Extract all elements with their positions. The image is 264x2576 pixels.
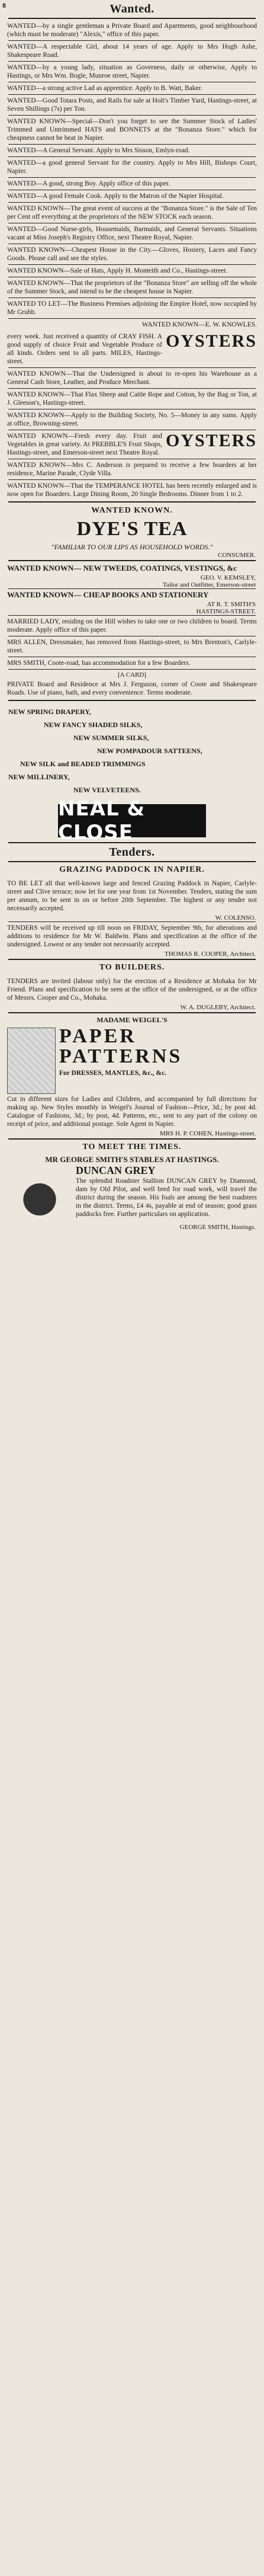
classified-ad: WANTED KNOWN—The great event of success at the "Bonanza Store." is the Sale of Ten per Cent off everything at the proprietors of the NEW STOCK each season.	[7, 205, 257, 220]
classified-ad: WANTED—Good Nurse-girls, Housemaids, Barmaids, and General Servants. Situations vacant at Miss Joseph's Registry Office, next Theatre Royal, Napier.	[7, 226, 257, 241]
tweeds-sig2: Tailor and Outfitter, Emerson-street	[162, 581, 256, 588]
books-sig2: HASTINGS-STREET.	[196, 608, 256, 615]
tender-title: GRAZING PADDOCK IN NAPIER.	[59, 865, 205, 874]
neal-close-logo: NEAL & CLOSE	[58, 804, 206, 837]
classified-ad: WANTED KNOWN—That the proprietors of the "Bonanza Store" are selling off the whole of the Summer Stock, and intend to be the cheapest house in Napier.	[7, 280, 257, 295]
classified-ad: WANTED—a good general Servant for the country. Apply to Mrs Hill, Bishops Court, Napier.	[7, 159, 257, 175]
dress-illustration	[7, 1028, 56, 1094]
misc-ad: MARRIED LADY, residing on the Hill wishes to take one or two children to board. Terms moderate. Apply office of this paper.	[7, 618, 257, 633]
classified-ad: WANTED—by a single gentleman a Private Board and Apartments, good neighbourhood (which must be moderate) "Alexis," office of this paper.	[7, 23, 257, 38]
classified-ad: WANTED—Good Totara Posts, and Rails for sale at Holt's Timber Yard, Hastings-street, at Seven Shillings (7s) per Ton.	[7, 97, 257, 113]
divider	[8, 669, 256, 670]
shop-line: NEW MILLINERY,	[8, 773, 70, 781]
shop-line: NEW SUMMER SILKS,	[73, 734, 149, 742]
classified-ad: WANTED KNOWN—Cheapest House in the City.—Gloves, Hosiery, Laces and Fancy Goods. Please call and see the styles.	[7, 247, 257, 262]
classified-ad: WANTED—A good Female Cook. Apply to the Matron of the Napier Hospital.	[7, 193, 224, 200]
books-ad: WANTED KNOWN— CHEAP BOOKS AND STATIONERY	[7, 590, 209, 599]
patterns-text: Cut in different sizes for Ladies and Children, and accompanied by full directions for making up. New Styles monthly in Weigel's Journal of Fashion—Price, 3d.; by post 4d. Catalogue of Fashions, 3d.; by post, 4d. Patterns, etc., sent to any part of the colony on receipt of price, and additional postage. Sole Agent in Napier.	[7, 1096, 257, 1128]
divider	[8, 700, 256, 701]
oysters-text: every week. Just received a quantity of CRAY FISH. A good supply of choice Fruit and Vegetable Produce of all kinds. Orders sent to all parts. MILES, Hastings-street.	[7, 333, 162, 365]
patterns-title2: PATTERNS	[59, 1045, 183, 1067]
classified-ad: WANTED—a strong active Lad as apprentice. Apply to B. Watt, Baker.	[7, 85, 202, 92]
classified-ad: WANTED—A respectable Girl, about 14 years of age. Apply to Mrs Hugh Ashe, Shakespeare Road.	[7, 43, 257, 59]
classified-ad: WANTED—A good, strong Boy. Apply office of this paper.	[7, 180, 170, 187]
classified-ad: WANTED KNOWN—Apply to the Building Society, No. 5—Money in any sums. Apply at office, Browning-street.	[7, 412, 257, 427]
dyes-signature: CONSUMER.	[218, 552, 256, 559]
shop-line: NEW VELVETEENS.	[73, 786, 141, 794]
shop-line: NEW FANCY SHADED SILKS,	[44, 721, 143, 729]
misc-ad: MRS ALLEN, Dressmaker, has removed from Hastings-street, to Mrs Brenton's, Carlyle-street.	[7, 639, 257, 654]
stallion-ad	[5, 1164, 259, 1224]
shop-line: NEW SILK and BEADED TRIMMINGS	[20, 760, 146, 768]
divider	[8, 560, 256, 561]
stallion-signature: GEORGE SMITH, Hastings.	[179, 1224, 256, 1231]
horse-illustration	[7, 1167, 72, 1221]
builders-title: TO BUILDERS.	[99, 963, 165, 972]
classified-ad: WANTED KNOWN—That the Undersigned is about to re-open his Warehouse as a General Cash Store, Leather, and Produce Merchant.	[7, 370, 257, 386]
meet-trains-sub: MR GEORGE SMITH'S STABLES AT HASTINGS.	[45, 1155, 219, 1164]
classified-ad: WANTED KNOWN—Sale of Hats, Apply H. Monteith and Co., Hastings-street.	[7, 267, 228, 274]
classified-ad: WANTED KNOWN—Mrs C. Anderson is prepared to receive a few boarders at her residence, Marine Parade, Clyde Villa.	[7, 462, 257, 477]
section-heading-tenders: Tenders.	[109, 846, 155, 859]
oysters-title: OYSTERS	[165, 331, 257, 351]
misc-ad: MRS SMITH, Coote-road, has accommodation for a few Boarders.	[7, 660, 191, 667]
oysters-title-2: OYSTERS	[165, 431, 257, 450]
tweeds-sig1: GEO. V. KEMSLEY,	[200, 574, 256, 581]
card-header: [A CARD]	[118, 671, 146, 679]
meet-trains-title: TO MEET THE TIMES.	[82, 1143, 182, 1151]
tender-text: TENDERS will be received up till noon on FRIDAY, September 9th, for alterations and additions to residence for Mr W. Baldwin. Plans and specification at the office of the undersigned. Lowest or any tender not necessarily accepted.	[7, 924, 257, 948]
classified-ad: WANTED KNOWN—E. W. KNOWLES.	[141, 321, 257, 328]
drapery-ad	[5, 702, 259, 799]
builders-signature: W. A. DUGLEBY, Architect.	[180, 1004, 256, 1011]
divider	[8, 18, 256, 19]
oysters-text-2: WANTED KNOWN—Fresh every day. Fruit and Vegetables in great variety. At PREBBLE'S Fruit Shops, Hastings-street, and Emerson-street next Theatre Royal.	[7, 433, 162, 456]
divider	[8, 861, 256, 862]
patterns-title1: PAPER	[59, 1025, 137, 1047]
shop-line: NEW SPRING DRAPERY,	[8, 708, 91, 716]
classified-ad: WANTED—by a young lady, situation as Governess, daily or otherwise, Apply to Hastings, or Mrs Wm. Bogle, Munroe street, Napier.	[7, 64, 257, 79]
page-number: 8	[2, 1, 6, 9]
stallion-text: The splendid Roadster Stallion DUNCAN GREY by Diamond, dam by Old Pilot, and well bred for road work, will travel the district during the season. His foals are among the best roadsters in the district. Terms, £4 4s, payable at end of season; good grass paddocks free. Further particulars on application.	[76, 1177, 257, 1218]
builders-text: TENDERS are invited (labour only) for the erection of a Residence at Mohaka for Mr Friend. Plans and specification to be seen at the office of the undersigned, or at the office of Messrs. Cooper and Co., Mohaka.	[7, 978, 257, 1001]
dyes-tea-title: DYE'S TEA	[76, 518, 188, 540]
tender-signature: THOMAS R. COOPER, Architect.	[165, 951, 256, 958]
tweeds-ad: WANTED KNOWN— NEW TWEEDS, COATINGS, VESTINGS, &c	[7, 564, 237, 572]
divider	[8, 959, 256, 960]
shop-line: NEW POMPADOUR SATTEENS,	[97, 747, 202, 755]
main-column	[5, 0, 259, 1231]
patterns-brand: MADAME WEIGEL'S	[96, 1016, 168, 1024]
classified-ad: WANTED KNOWN—That Flax Sheep and Cattle Rope and Cotton, by the Bag or Ton, at J. Gleeson's, Hastings-street.	[7, 391, 257, 407]
card-text: PRIVATE Board and Residence at Mrs J. Ferguson, corner of Coote and Shakespeare Roads. Use of piano, bath, and every convenience. Terms moderate.	[7, 681, 257, 696]
divider	[8, 501, 256, 503]
divider	[8, 1138, 256, 1140]
classified-ad: WANTED TO LET—The Business Premises adjoining the Empire Hotel, now occupied by Mr Grubb.	[7, 300, 257, 316]
classified-ad: WANTED KNOWN—Special—Don't you forget to see the Summer Stock of Ladies' Trimmed and Untrimmed HATS and BONNETS at the "Bonanza Store." which for cheapness cannot be beat in Napier.	[7, 118, 257, 142]
dyes-quote: "FAMILIAR TO OUR LIPS AS HOUSEHOLD WORDS."	[51, 543, 213, 551]
section-heading-wanted: Wanted.	[110, 2, 154, 15]
horse-name: DUNCAN GREY	[76, 1164, 156, 1176]
divider	[8, 1012, 256, 1013]
oysters-ad-2	[5, 430, 259, 459]
books-sig1: AT R. T. SMITH'S	[207, 601, 256, 608]
patterns-tagline: For DRESSES, MANTLES, &c., &c.	[59, 1070, 166, 1077]
tender-text: TO BE LET all that well-known large and fenced Grazing Paddock in Napier, Carlyle-street and Clive terrace; now let for one year from 1st November. Tenders, stating the sum per annum, to be sent in on or before 20th September. The highest or any tender not necessarily accepted.	[7, 880, 257, 912]
paper-patterns-ad	[5, 1025, 259, 1130]
patterns-signature: MRS H. P. COHEN, Hastings-street.	[160, 1130, 256, 1137]
classified-ad: WANTED KNOWN—That the TEMPERANCE HOTEL has been recently enlarged and is now open for Boarders. Large Dining Room, 20 Single Bedrooms. Dinner from 1 to 2.	[7, 482, 257, 498]
classified-ad: WANTED—A General Servant. Apply to Mrs Sisson, Emlyn-road.	[7, 147, 190, 154]
dyes-wanted: WANTED KNOWN.	[91, 506, 173, 515]
oysters-ad	[5, 331, 259, 367]
tender-signature: W. COLENSO.	[215, 914, 256, 921]
